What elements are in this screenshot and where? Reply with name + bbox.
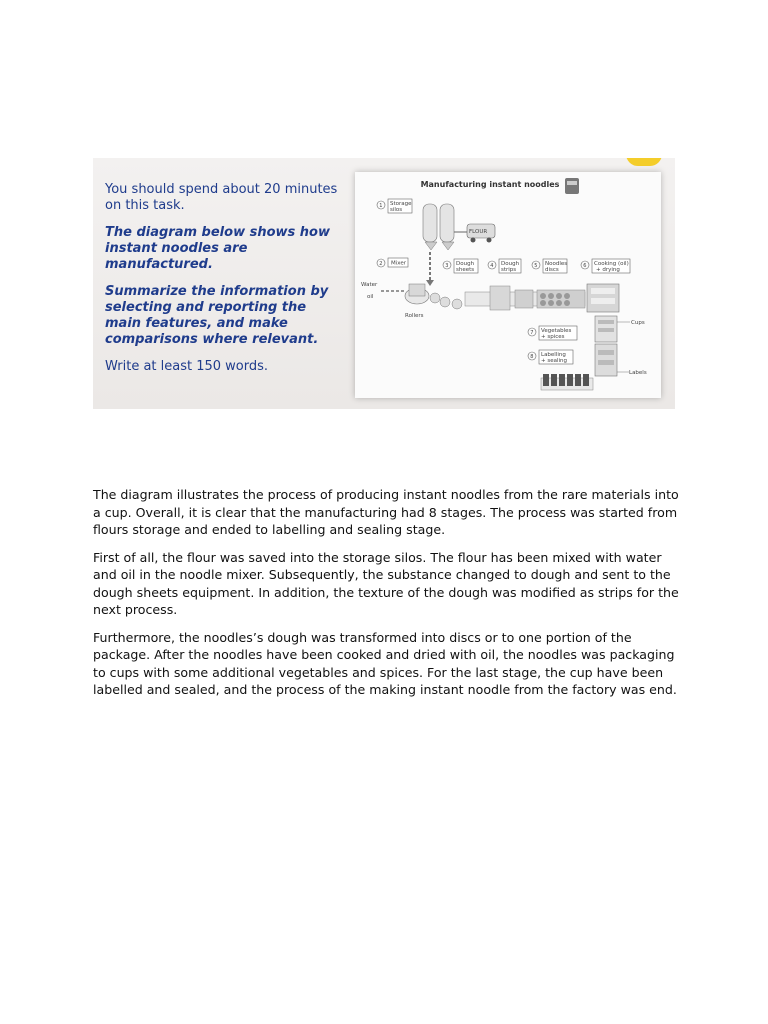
svg-text:Vegetables: Vegetables <box>541 328 572 334</box>
svg-text:Dough: Dough <box>501 261 520 267</box>
process-diagram <box>355 172 661 398</box>
svg-text:5: 5 <box>534 263 538 269</box>
step-2-mixer <box>361 258 429 319</box>
step-5-noodles-discs <box>532 259 567 273</box>
svg-text:Noodles: Noodles <box>545 261 568 267</box>
flour-truck-label: FLOUR <box>469 229 488 235</box>
diagram-title: Manufacturing instant noodles <box>420 180 560 189</box>
essay-paragraph-2: First of all, the flour was saved into the storage silos. The flour has been mixed with water and oil in the noodle mixer. Subsequently, the substance changed to dough and sent to the dough sheets equipment. In addition, the texture of the dough was modified as strips for the next process. <box>93 549 679 617</box>
water-label: Water <box>361 282 378 288</box>
task-time-note: You should spend about 20 minutes on this task. <box>105 182 338 213</box>
step-3-dough-sheets <box>443 259 478 273</box>
labels-label: Labels <box>629 370 647 376</box>
essay-answer <box>93 486 683 709</box>
noodle-cup-icon <box>565 178 579 194</box>
step-6-cooking-drying <box>581 259 630 273</box>
oil-label: oil <box>367 294 374 300</box>
finished-cups <box>541 374 593 390</box>
svg-text:+ spices: + spices <box>541 334 565 340</box>
svg-text:3: 3 <box>445 263 449 269</box>
rollers-label: Rollers <box>405 313 424 319</box>
svg-text:discs: discs <box>545 267 559 273</box>
svg-text:strips: strips <box>501 267 517 273</box>
task-diagram-description: The diagram below shows how instant noodles are manufactured. <box>105 225 330 272</box>
essay-paragraph-1: The diagram illustrates the process of producing instant noodles from the rare materials into a cup. Overall, it is clear that the manufacturing had 8 stages. The process was started from flours storage and ended to labelling and sealing stage. <box>93 487 679 537</box>
svg-text:+ sealing: + sealing <box>541 358 568 364</box>
svg-text:Labelling: Labelling <box>541 352 566 358</box>
svg-text:7: 7 <box>530 330 534 336</box>
step-8-labelling-sealing <box>528 350 573 364</box>
svg-text:Cooking (oil): Cooking (oil) <box>594 261 629 267</box>
task-prompt-image <box>93 158 675 409</box>
essay-paragraph-3: Furthermore, the noodles’s dough was transformed into discs or to one portion of the package. After the noodles have been cooked and dried with oil, the noodles was packaging to cups with some additional vegetables and spices. For the last stage, the cup have been labelled and sealed, and the process of the making instant noodle from the factory was end. <box>93 629 677 697</box>
task-instructions <box>105 182 345 386</box>
svg-text:4: 4 <box>490 263 494 269</box>
production-line <box>430 284 619 312</box>
svg-text:sheets: sheets <box>456 267 475 273</box>
cups-stack <box>595 316 647 376</box>
cups-label: Cups <box>631 320 645 326</box>
svg-text:8: 8 <box>530 354 534 360</box>
step-1-storage-silos <box>377 199 495 250</box>
svg-text:6: 6 <box>583 263 587 269</box>
step-7-vegetables-spices <box>528 326 577 340</box>
task-summary-instruction: Summarize the information by selecting and reporting the main features, and make comparisons where relevant. <box>105 284 329 347</box>
svg-text:Mixer: Mixer <box>391 260 407 267</box>
svg-text:Storage: Storage <box>390 201 412 207</box>
task-word-count: Write at least 150 words. <box>105 359 269 374</box>
step-number: 1 <box>379 203 383 209</box>
corner-badge <box>626 158 662 166</box>
svg-text:+ drying: + drying <box>596 267 620 273</box>
svg-text:silos: silos <box>390 207 403 213</box>
diagram-drawing <box>355 172 661 398</box>
step-4-dough-strips <box>488 259 521 273</box>
svg-text:Dough: Dough <box>456 261 475 267</box>
svg-text:2: 2 <box>379 261 383 267</box>
